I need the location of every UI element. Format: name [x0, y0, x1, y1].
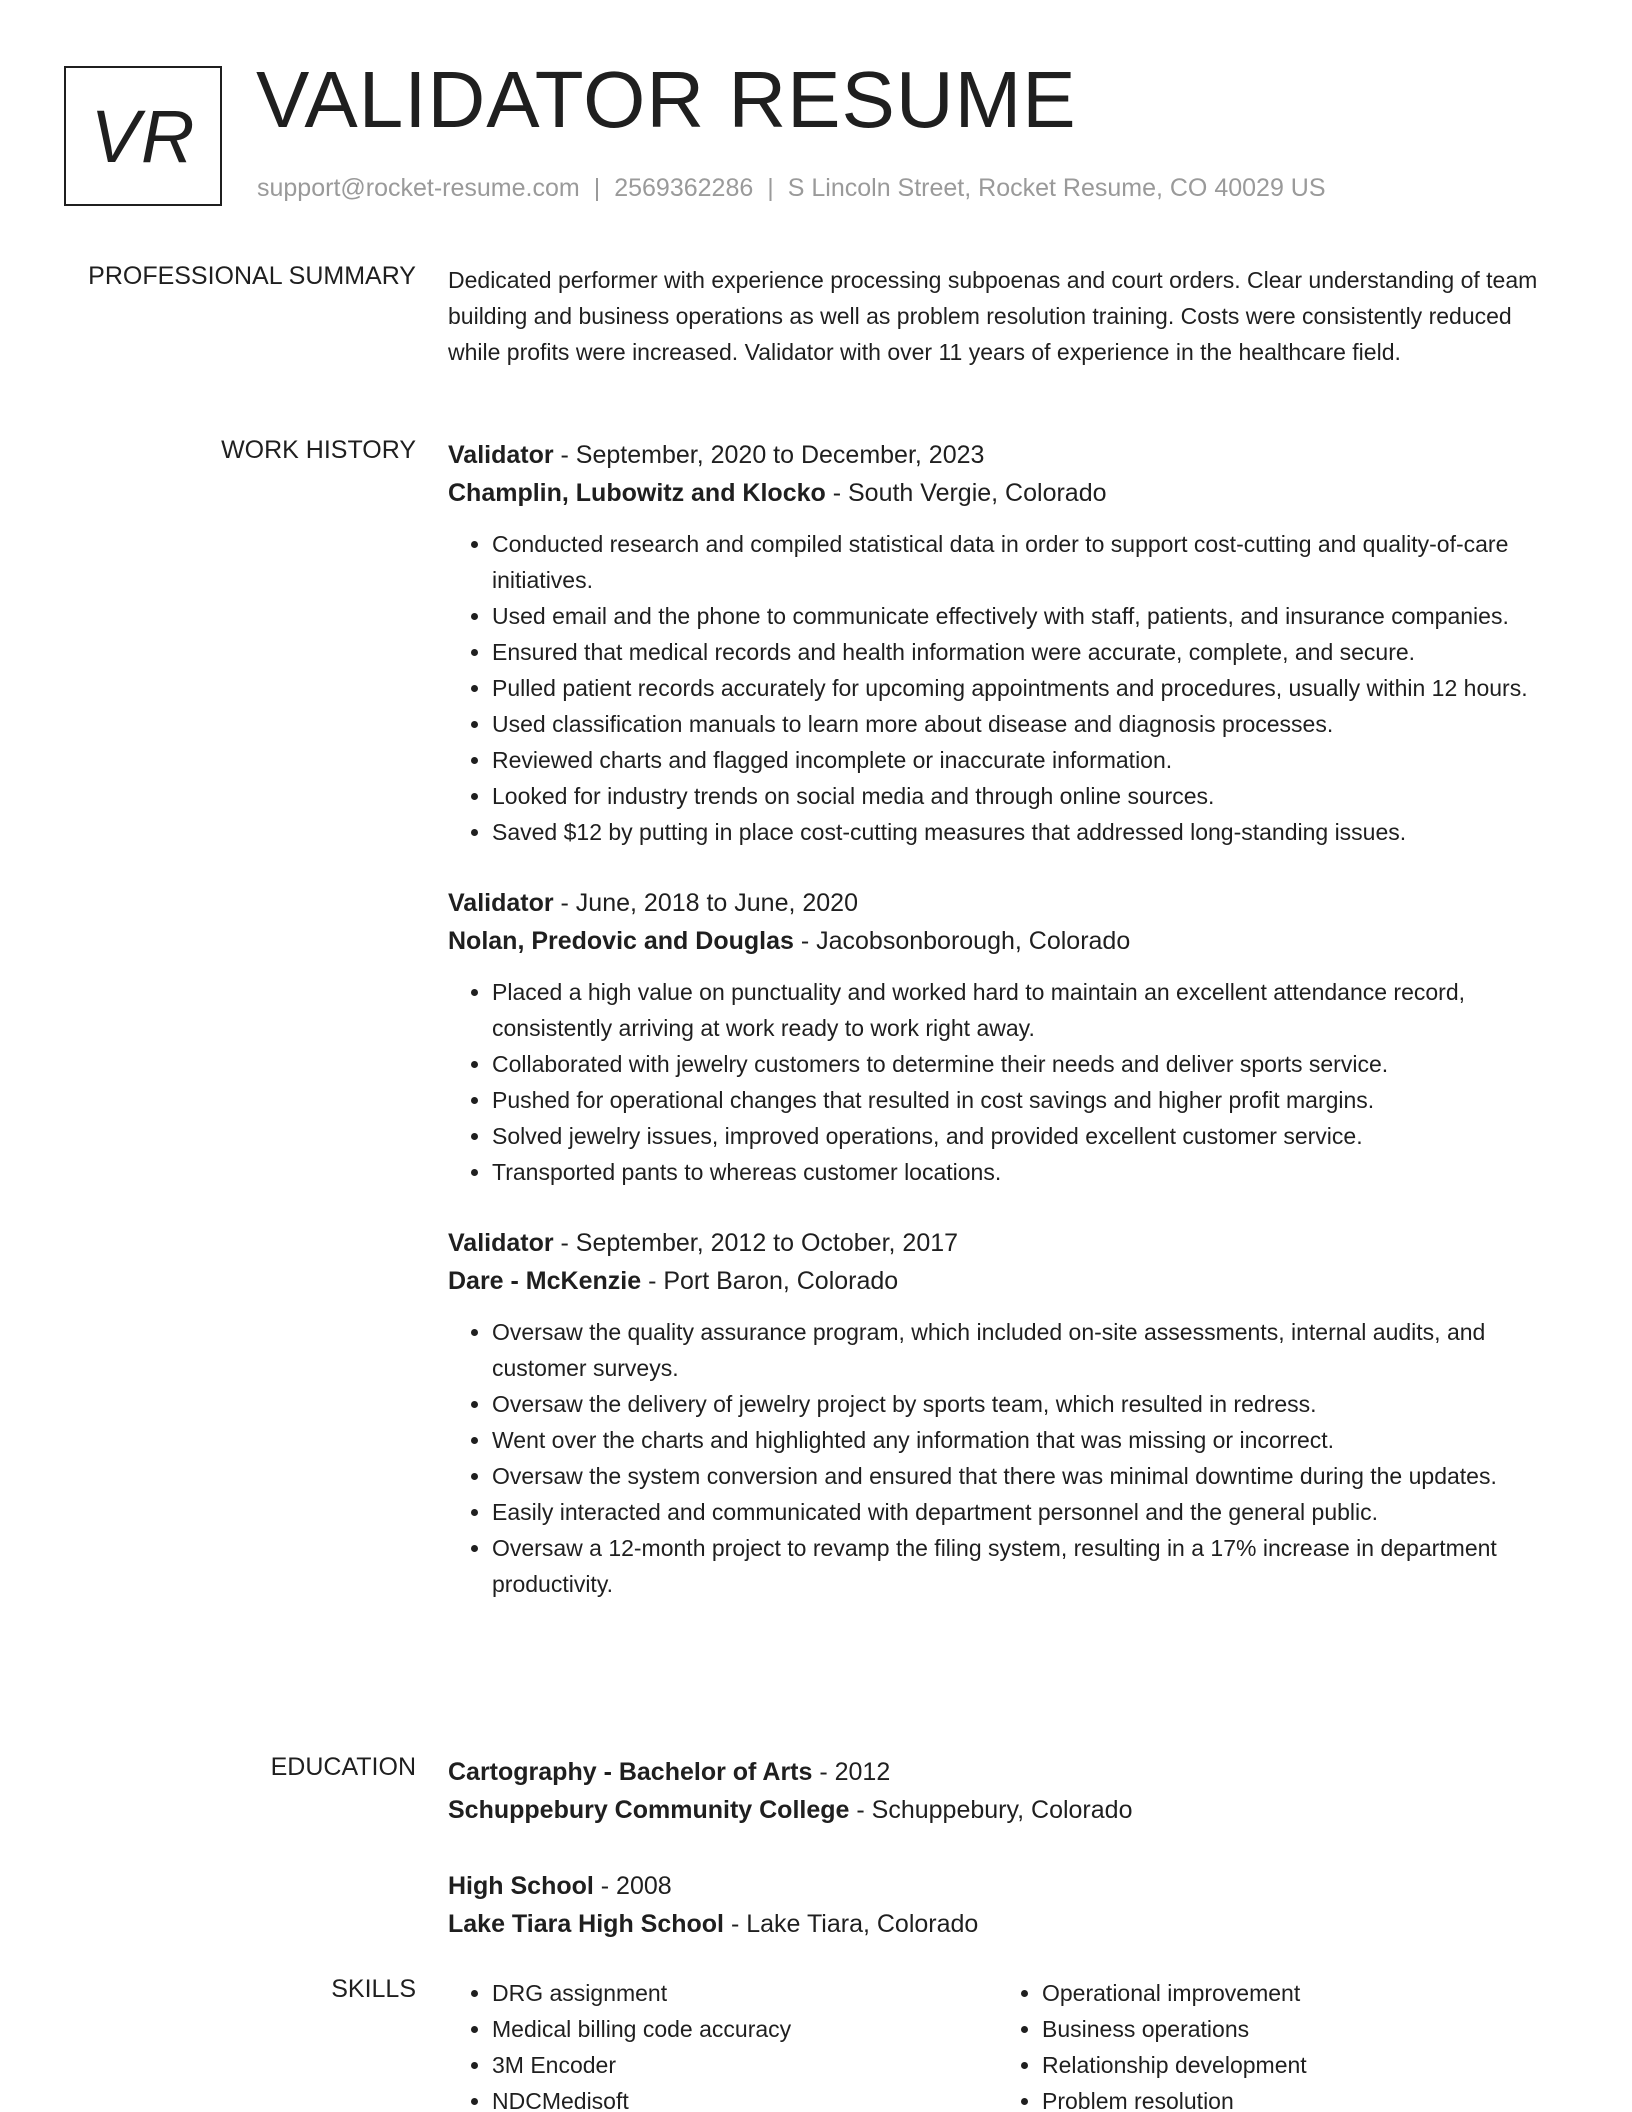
- job-bullet: • Collaborated with jewelry customers to determine their needs and deliver sports service.: [492, 1046, 1568, 1082]
- candidate-name: VALIDATOR RESUME: [256, 55, 1077, 144]
- degree-line: [448, 1753, 1568, 1791]
- degree-line: [448, 1867, 1568, 1905]
- skill-item: • NDCMedisoft: [492, 2083, 998, 2112]
- section-label-summary: PROFESSIONAL SUMMARY: [88, 262, 416, 290]
- job-bullet: • Reviewed charts and flagged incomplete or inaccurate information.: [492, 742, 1568, 778]
- job-bullet: • Oversaw a 12-month project to revamp the filing system, resulting in a 17% increase in department productivity.: [492, 1530, 1568, 1602]
- school: Schuppebury Community College: [448, 1796, 850, 1824]
- skill-item: • DRG assignment: [492, 1975, 998, 2011]
- contact-separator: |: [767, 174, 774, 202]
- monogram-box: [64, 66, 222, 206]
- job-bullet: • Saved $12 by putting in place cost-cutting measures that addressed long-standing issues.: [492, 814, 1568, 850]
- degree: High School: [448, 1872, 594, 1900]
- summary-text: Dedicated performer with experience processing subpoenas and court orders. Clear understanding of team building and business operations as well as problem resolution training. Costs were consistently reduced while profits were increased. Validator with over 11 years of experience in the healthcare field.: [448, 267, 1538, 365]
- contact-separator: |: [593, 174, 601, 202]
- job-bullet: • Transported pants to whereas customer locations.: [492, 1154, 1568, 1190]
- job-location: - South Vergie, Colorado: [825, 479, 1107, 507]
- job-bullet: • Solved jewelry issues, improved operations, and provided excellent customer service.: [492, 1118, 1568, 1154]
- job-title-line: [448, 1224, 1568, 1262]
- job-title: Validator: [448, 1229, 554, 1257]
- job-company: Champlin, Lubowitz and Klocko: [448, 479, 826, 507]
- job-bullet: • Easily interacted and communicated with department personnel and the general public.: [492, 1494, 1568, 1530]
- work-history-body: [448, 436, 1568, 1636]
- job-dates: - June, 2018 to June, 2020: [553, 889, 858, 917]
- skills-list-left: [448, 1975, 998, 2112]
- job-company: Nolan, Predovic and Douglas: [448, 927, 794, 955]
- job-bullet: • Used classification manuals to learn more about disease and diagnosis processes.: [492, 706, 1568, 742]
- job-title-line: [448, 884, 1568, 922]
- school: Lake Tiara High School: [448, 1910, 725, 1938]
- job-dates: - September, 2012 to October, 2017: [553, 1229, 959, 1257]
- school-location: - Lake Tiara, Colorado: [724, 1910, 979, 1938]
- job-bullet: • Pushed for operational changes that resulted in cost savings and higher profit margins.: [492, 1082, 1568, 1118]
- job-bullet: • Oversaw the quality assurance program, which included on-site assessments, internal audits, and customer surveys.: [492, 1314, 1568, 1386]
- school-line: [448, 1905, 1568, 1943]
- education-entry: [448, 1867, 1568, 1943]
- job-bullet: • Went over the charts and highlighted any information that was missing or incorrect.: [492, 1422, 1568, 1458]
- job-bullet: • Oversaw the system conversion and ensured that there was minimal downtime during the updates.: [492, 1458, 1568, 1494]
- job-location: - Port Baron, Colorado: [641, 1267, 899, 1295]
- section-label-skills: SKILLS: [331, 1975, 416, 2003]
- skills-list-right: [998, 1975, 1548, 2112]
- contact-phone: 2569362286: [614, 174, 754, 202]
- job-entry: [448, 1224, 1568, 1602]
- job-bullet: • Oversaw the delivery of jewelry project by sports team, which resulted in redress.: [492, 1386, 1568, 1422]
- job-bullets: [448, 974, 1568, 1190]
- job-company: Dare - McKenzie: [448, 1267, 642, 1295]
- education-body: [448, 1753, 1568, 1981]
- job-bullet: • Placed a high value on punctuality and worked hard to maintain an excellent attendance record, consistently arriving at work ready to work right away.: [492, 974, 1568, 1046]
- degree: Cartography - Bachelor of Arts: [448, 1758, 813, 1786]
- skill-item: • Business operations: [1042, 2011, 1548, 2047]
- skill-item: • 3M Encoder: [492, 2047, 998, 2083]
- degree-year: - 2008: [593, 1872, 672, 1900]
- summary-body: [448, 262, 1568, 370]
- job-bullets: [448, 526, 1568, 850]
- skill-item: • Relationship development: [1042, 2047, 1548, 2083]
- school-location: - Schuppebury, Colorado: [849, 1796, 1133, 1824]
- degree-year: - 2012: [812, 1758, 891, 1786]
- job-bullet: • Conducted research and compiled statistical data in order to support cost-cutting and quality-of-care initiatives.: [492, 526, 1568, 598]
- job-bullets: [448, 1314, 1568, 1602]
- job-company-line: [448, 922, 1568, 960]
- contact-line: [257, 174, 1326, 203]
- skill-item: • Medical billing code accuracy: [492, 2011, 998, 2047]
- job-title: Validator: [448, 889, 554, 917]
- contact-email: support@rocket-resume.com: [257, 174, 580, 202]
- contact-address: S Lincoln Street, Rocket Resume, CO 40029 US: [787, 174, 1326, 202]
- job-title-line: [448, 436, 1568, 474]
- job-entry: [448, 436, 1568, 850]
- job-bullet: • Ensured that medical records and health information were accurate, complete, and secure.: [492, 634, 1568, 670]
- job-company-line: [448, 474, 1568, 512]
- section-label-work-history: WORK HISTORY: [221, 436, 416, 464]
- job-title: Validator: [448, 441, 554, 469]
- job-company-line: [448, 1262, 1568, 1300]
- skill-item: • Operational improvement: [1042, 1975, 1548, 2011]
- job-dates: - September, 2020 to December, 2023: [553, 441, 985, 469]
- skills-columns: [448, 1975, 1568, 2112]
- section-label-education: EDUCATION: [270, 1753, 416, 1781]
- school-line: [448, 1791, 1568, 1829]
- job-entry: [448, 884, 1568, 1190]
- monogram-initials: VR: [90, 94, 196, 178]
- job-bullet: • Used email and the phone to communicate effectively with staff, patients, and insurance companies.: [492, 598, 1568, 634]
- skills-body: [448, 1975, 1568, 2112]
- job-location: - Jacobsonborough, Colorado: [793, 927, 1131, 955]
- education-entry: [448, 1753, 1568, 1829]
- job-bullet: • Looked for industry trends on social media and through online sources.: [492, 778, 1568, 814]
- skill-item: • Problem resolution: [1042, 2083, 1548, 2112]
- job-bullet: • Pulled patient records accurately for upcoming appointments and procedures, usually within 12 hours.: [492, 670, 1568, 706]
